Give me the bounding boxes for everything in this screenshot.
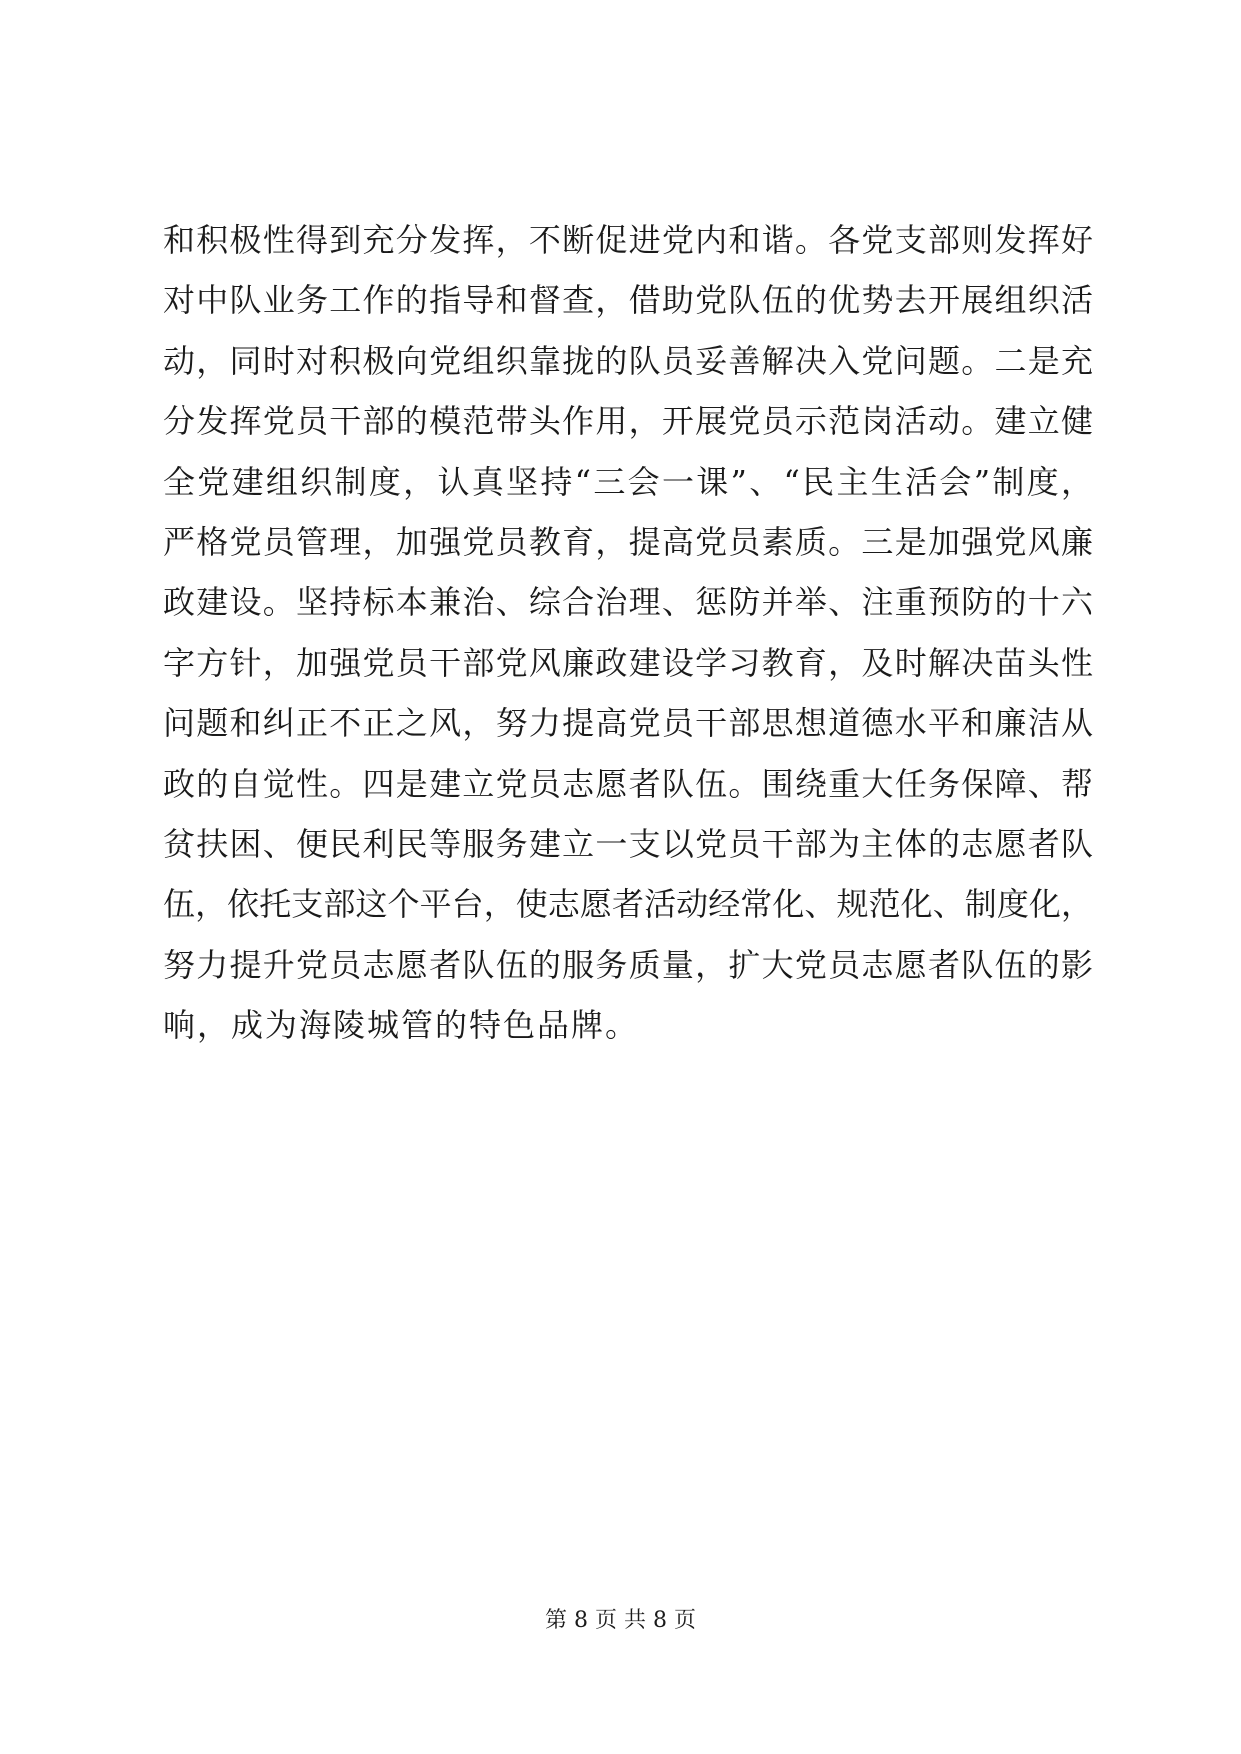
text-line: 政的自觉性。四是建立党员志愿者队伍。围绕重大任务保障、帮: [163, 764, 1093, 803]
page-number-footer: 第 8 页 共 8 页: [545, 1608, 696, 1633]
text-line: 问题和纠正不正之风，努力提高党员干部思想道德水平和廉洁从: [163, 704, 1093, 743]
text-line: 政建设。坚持标本兼治、综合治理、惩防并举、注重预防的十六: [163, 583, 1093, 622]
text-line: 严格党员管理，加强党员教育，提高党员素质。三是加强党风廉: [163, 522, 1093, 561]
text-line: 动，同时对积极向党组织靠拢的队员妥善解决入党问题。二是充: [163, 341, 1093, 380]
text-line: 字方针，加强党员干部党风廉政建设学习教育，及时解决苗头性: [163, 643, 1093, 682]
text-line: 全党建组织制度，认真坚持“三会一课”、“民主生活会”制度，: [163, 462, 1093, 501]
text-line: 伍，依托支部这个平台，使志愿者活动经常化、规范化、制度化，: [163, 885, 1093, 924]
body-paragraph: [163, 210, 1093, 1055]
text-line: 努力提升党员志愿者队伍的服务质量，扩大党员志愿者队伍的影: [163, 945, 1093, 984]
text-line: 和积极性得到充分发挥，不断促进党内和谐。各党支部则发挥好: [163, 221, 1093, 259]
text-line: 贫扶困、便民利民等服务建立一支以党员干部为主体的志愿者队: [163, 824, 1093, 863]
text-line: 对中队业务工作的指导和督查，借助党队伍的优势去开展组织活: [163, 281, 1093, 320]
text-line: 响，成为海陵城管的特色品牌。: [163, 1006, 640, 1045]
text-line: 分发挥党员干部的模范带头作用，开展党员示范岗活动。建立健: [163, 402, 1093, 441]
